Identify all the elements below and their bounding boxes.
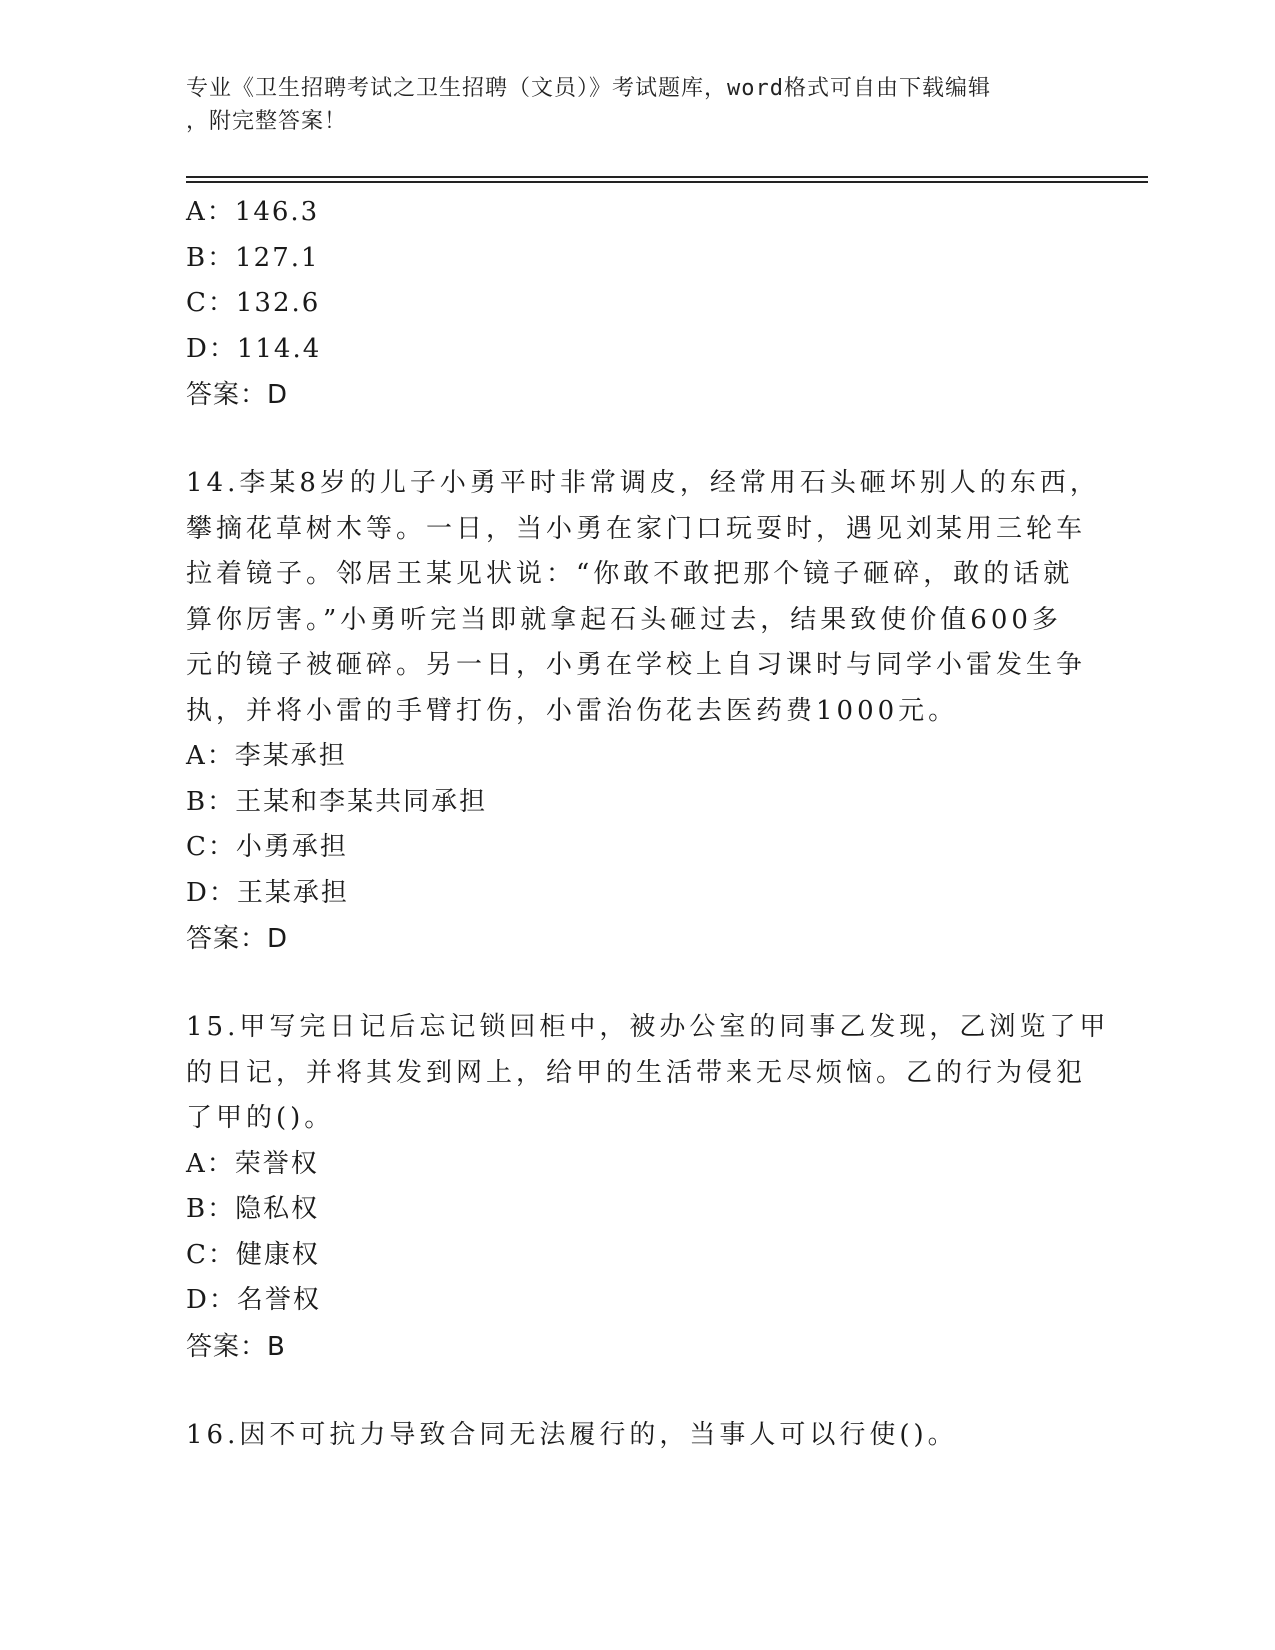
question-stem [186, 1413, 1066, 1459]
stem-line: 执，并将小雷的手臂打伤，小雷治伤花去医药费1000元。 [186, 695, 959, 726]
answer-line: 答案：D [186, 924, 289, 954]
option-b: B：127.1 [186, 242, 320, 273]
header-rule-top [186, 176, 1148, 178]
stem-line: 攀摘花草树木等。一日，当小勇在家门口玩耍时，遇见刘某用三轮车 [186, 513, 1087, 544]
spacer [186, 1370, 1086, 1413]
option-c: C：健康权 [186, 1239, 320, 1270]
document-header [186, 72, 1066, 138]
stem-line: 算你厉害。”小勇听完当即就拿起石头砸过去，结果致使价值600多 [186, 604, 1062, 635]
option-a: A：荣誉权 [186, 1148, 319, 1179]
header-rule-bottom [186, 181, 1148, 183]
option-d: D：王某承担 [186, 877, 349, 908]
option-d: D：名誉权 [186, 1285, 321, 1315]
stem-line: 14.李某8岁的儿子小勇平时非常调皮，经常用石头砸坏别人的东西， [186, 468, 1100, 498]
stem-line: 了甲的()。 [186, 1103, 335, 1133]
question-stem [186, 461, 1100, 734]
stem-line: 的日记，并将其发到网上，给甲的生活带来无尽烦恼。乙的行为侵犯 [186, 1057, 1087, 1088]
option-c: C：小勇承担 [186, 832, 348, 862]
question-block-13 [186, 190, 1086, 418]
header-title-line: 专业《卫生招聘考试之卫生招聘（文员）》考试题库，word格式可自由下载编辑 [186, 76, 991, 101]
header-title-continuation: ，附完整答案！ [186, 109, 348, 134]
stem-line: 15.甲写完日记后忘记锁回柜中，被办公室的同事乙发现，乙浏览了甲 [186, 1012, 1110, 1042]
spacer [186, 962, 1086, 1005]
option-c: C：132.6 [186, 288, 321, 318]
option-b: B：王某和李某共同承担 [186, 786, 488, 817]
question-block-15 [186, 1005, 1110, 1370]
question-block-14 [186, 461, 1100, 962]
stem-line: 拉着镜子。邻居王某见状说：“你敢不敢把那个镜子砸碎，敢的话就 [186, 559, 1074, 589]
question-block-16 [186, 1413, 1086, 1459]
answer-line: 答案：D [186, 380, 289, 410]
question-stem [186, 1005, 1110, 1142]
spacer [186, 418, 1086, 461]
option-a: A：李某承担 [186, 741, 347, 771]
answer-line: 答案：B [186, 1331, 286, 1362]
stem-line: 16.因不可抗力导致合同无法履行的，当事人可以行使()。 [186, 1419, 958, 1450]
option-b: B：隐私权 [186, 1194, 320, 1224]
stem-line: 元的镜子被砸碎。另一日，小勇在学校上自习课时与同学小雷发生争 [186, 650, 1087, 680]
question-list [186, 190, 1110, 1458]
option-a: A：146.3 [186, 197, 320, 227]
option-d: D：114.4 [186, 333, 322, 364]
